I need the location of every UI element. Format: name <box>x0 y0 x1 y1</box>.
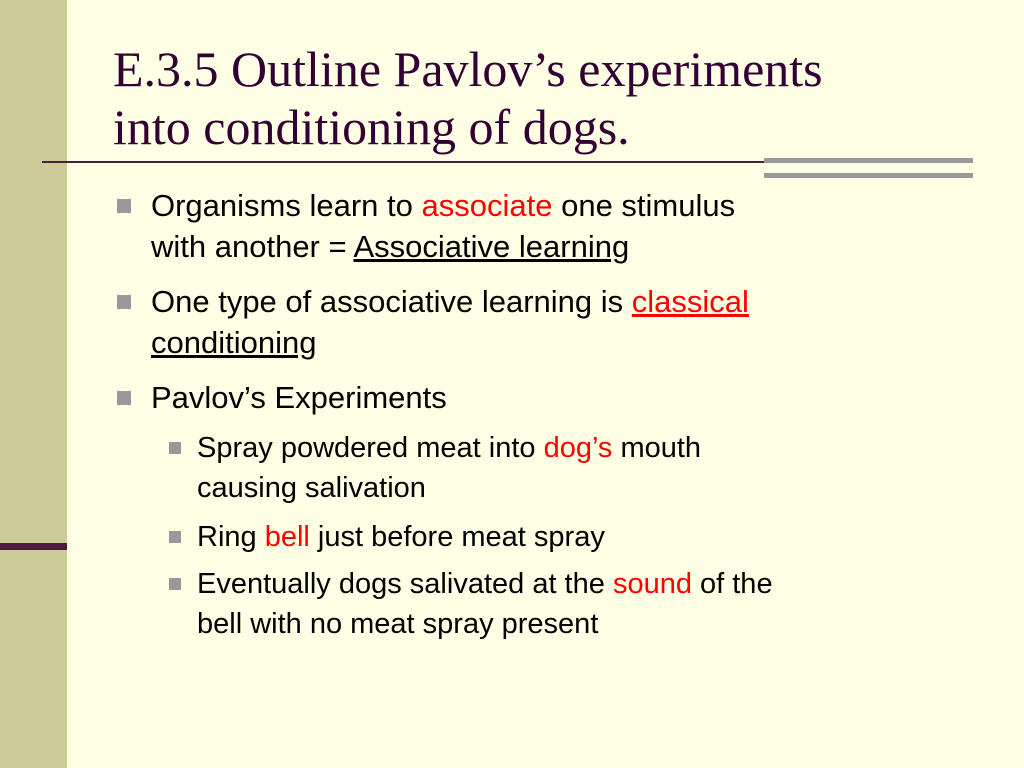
highlight-classical: classical <box>631 284 749 319</box>
highlight-sound: sound <box>612 568 692 600</box>
sub-bullet-square-icon <box>169 531 181 543</box>
decorative-gray-bar-top <box>764 158 973 163</box>
bullet-classical-conditioning <box>151 281 951 363</box>
bullet-text: One type of associative learning is <box>151 284 632 319</box>
bullet-text: bell with no meat spray present <box>197 608 599 640</box>
underlined-conditioning: conditioning <box>151 325 317 360</box>
bullet-text: Ring <box>197 521 265 553</box>
bullet-pavlov-experiments <box>151 377 951 418</box>
sub-bullet-square-icon <box>169 578 181 590</box>
left-accent-bar <box>0 543 67 550</box>
bullet-square-icon <box>117 391 131 405</box>
bullet-text: just before meat spray <box>309 521 605 553</box>
bullet-text: Pavlov’s Experiments <box>151 380 447 415</box>
bullet-associate <box>151 185 951 267</box>
bullet-square-icon <box>117 295 131 309</box>
highlight-associate: associate <box>421 188 553 223</box>
bullet-text: Organisms learn to <box>151 188 422 223</box>
slide-title-line-2: into conditioning of dogs. <box>113 99 630 155</box>
bullet-text: mouth <box>612 432 702 464</box>
bullet-square-icon <box>117 199 131 213</box>
sub-bullet-salivated-sound <box>197 564 957 644</box>
slide-title <box>113 40 993 156</box>
highlight-dogs: dog’s <box>543 432 613 464</box>
bullet-text: one stimulus <box>552 188 736 223</box>
slide-title-line-1: E.3.5 Outline Pavlov’s experiments <box>113 41 823 97</box>
sub-bullet-ring-bell <box>197 517 957 557</box>
bullet-text: with another = <box>151 229 354 264</box>
bullet-text: causing salivation <box>197 472 426 504</box>
bullet-text: of the <box>691 568 773 600</box>
bullet-text: Spray powdered meat into <box>197 432 544 464</box>
left-decorative-band <box>0 0 67 768</box>
highlight-bell: bell <box>264 521 310 553</box>
decorative-gray-bar-bottom <box>764 173 973 178</box>
sub-bullet-spray-meat <box>197 428 957 508</box>
underlined-associative-learning: Associative learning <box>353 229 630 264</box>
bullet-text: Eventually dogs salivated at the <box>197 568 613 600</box>
sub-bullet-square-icon <box>169 442 181 454</box>
